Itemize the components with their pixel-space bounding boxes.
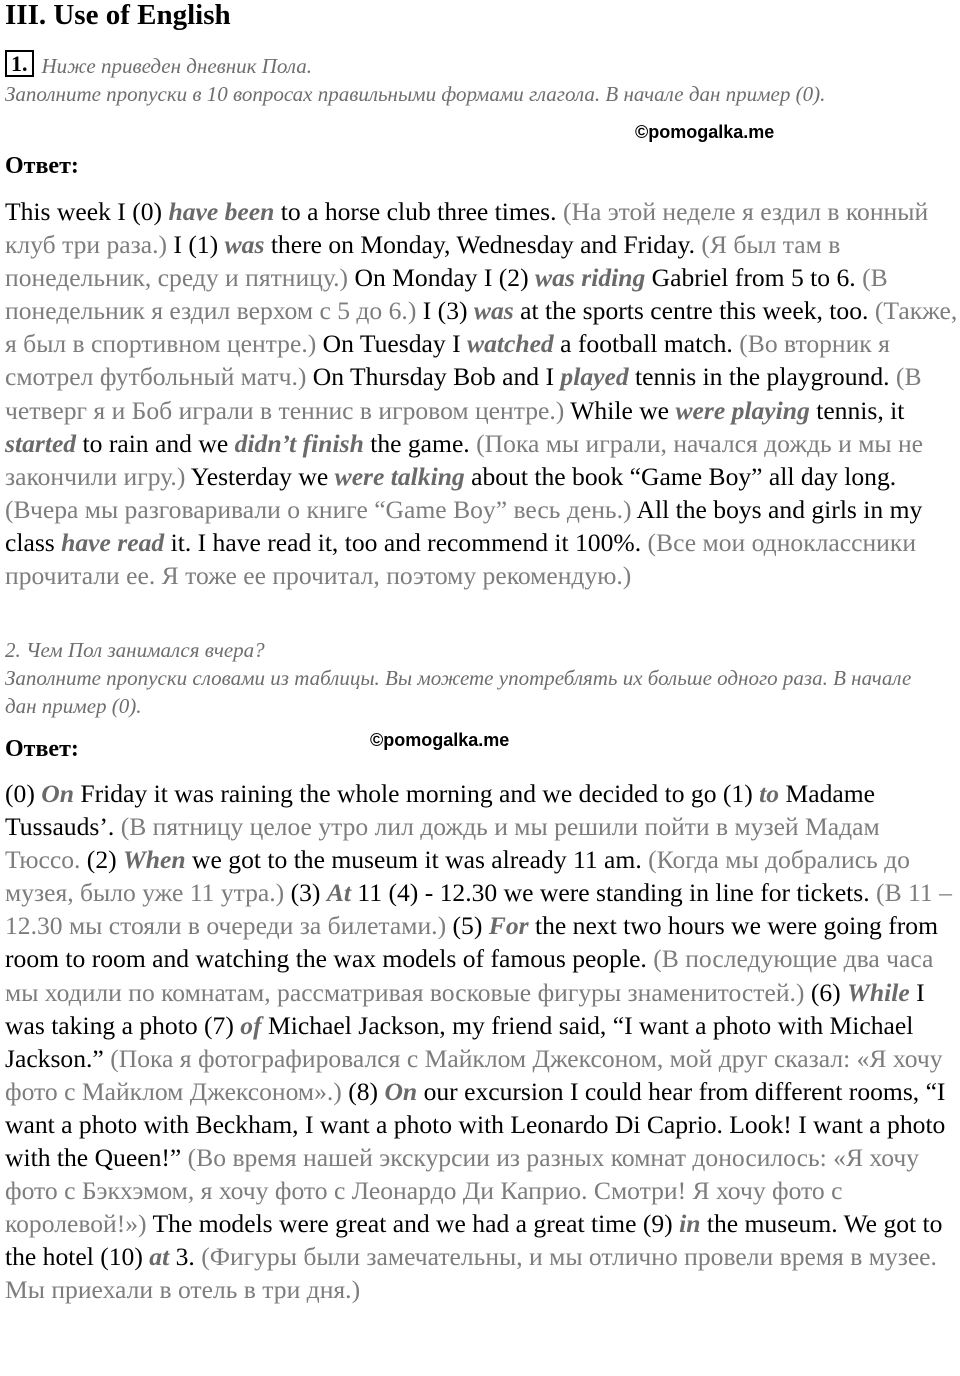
english-text: the next two hours we were going from room to room and watching the wax models of famous people. xyxy=(5,911,938,974)
section-title: III. Use of English xyxy=(5,0,231,31)
answer-label-2: Ответ: xyxy=(5,736,79,762)
answer-word: was xyxy=(473,296,514,326)
answer-word: played xyxy=(560,362,629,392)
english-text: about the book “Game Boy” all day long. xyxy=(464,461,897,491)
task2-line2: Заполните пропуски словами из таблицы. Вы можете употреблять их больше одного раза. В начале дан пример (0). xyxy=(5,666,912,718)
translation-text: (Когда мы добрались до музея, было уже 11 утра.) xyxy=(5,845,910,908)
english-text: This week I (0) xyxy=(5,197,169,226)
watermark-2: ©pomogalka.me xyxy=(370,730,510,750)
task2-instructions xyxy=(5,636,935,720)
english-text: On Tuesday I xyxy=(316,329,467,359)
answer-word: at xyxy=(149,1242,170,1272)
answer-word: On xyxy=(41,779,74,808)
answer-word: On xyxy=(384,1076,418,1106)
translation-text: (На этой неделе я ездил в конный клуб три раза.) xyxy=(5,197,929,260)
task1-line1: Ниже приведен дневник Пола. xyxy=(41,54,313,78)
answer-word: At xyxy=(326,878,352,908)
english-text: I was taking a photo (7) xyxy=(5,977,925,1040)
english-text: While we xyxy=(564,395,676,425)
translation-text: (Пока я фотографировался с Майклом Джексоном, мой друг сказал: «Я хочу фото с Майклом Джексоном».) xyxy=(5,1043,943,1106)
english-text: Friday it was raining the whole morning and we decided to go (1) xyxy=(73,779,760,808)
english-text: On Monday I (2) xyxy=(348,263,536,293)
answer-word: watched xyxy=(467,329,554,359)
english-text: I (1) xyxy=(167,230,225,260)
translation-text: (Фигуры были замечательны, и мы отлично провели время в музее. Мы приехали в отель в три дня.) xyxy=(5,1242,937,1305)
english-text: Gabriel from 5 to 6. xyxy=(645,263,863,293)
answer-label-1: Ответ: xyxy=(5,153,79,179)
english-text: it. I have read it, too and recommend it 100%. xyxy=(164,527,648,557)
translation-text: (В 11 – 12.30 мы стояли в очереди за билетами.) xyxy=(5,878,952,941)
translation-text: (В понедельник я ездил верхом с 5 до 6.) xyxy=(5,263,888,326)
english-text: the game. xyxy=(363,428,477,458)
english-text: the museum. We got to the hotel (10) xyxy=(5,1209,943,1272)
answer-word: While xyxy=(847,977,910,1007)
task1-line2: Заполните пропуски в 10 вопросах правильными формами глагола. В начале дан пример (0). xyxy=(5,82,826,106)
translation-text: (В пятницу целое утро лил дождь и мы решили пойти в музей Мадам Тюссо. xyxy=(5,812,880,875)
answer-word: in xyxy=(679,1209,701,1239)
english-text: a football match. xyxy=(553,329,740,359)
english-text: (5) xyxy=(446,911,489,941)
translation-text: (Также, я был в спортивном центре.) xyxy=(5,296,958,359)
translation-text: (Все мои одноклассники прочитали ее. Я тоже ее прочитал, поэтому рекомендую.) xyxy=(5,527,917,591)
answer-word: of xyxy=(240,1010,262,1040)
english-text: our excursion I could hear from different rooms, “I want a photo with Beckham, I want a photo with Leonardo Di Caprio. Look! I want a photo with the Queen!” xyxy=(5,1076,946,1173)
english-text: at the sports centre this week, too. xyxy=(513,296,875,326)
english-text: to rain and we xyxy=(76,428,235,458)
english-text: to a horse club three times. xyxy=(274,197,563,226)
answer-word: started xyxy=(5,428,77,458)
task2-line1: 2. Чем Пол занимался вчера? xyxy=(5,638,265,662)
answer-word: to xyxy=(759,779,780,808)
answer-word: For xyxy=(488,911,529,941)
english-text: (8) xyxy=(341,1076,385,1106)
translation-text: (Вчера мы разговаривали о книге “Game Boy” весь день.) xyxy=(5,494,632,524)
english-text: we got to the museum it was already 11 am. xyxy=(185,845,649,875)
watermark-1: ©pomogalka.me xyxy=(635,122,775,142)
task1-instructions xyxy=(5,50,935,108)
translation-text: (Пока мы играли, начался дождь и мы не закончили игру.) xyxy=(5,428,924,491)
translation-text: (Я был там в понедельник, среду и пятницу.) xyxy=(5,230,841,293)
english-text: Yesterday we xyxy=(185,461,335,491)
english-text: 11 (4) - 12.30 we were standing in line for tickets. xyxy=(351,878,877,908)
answer-word: have been xyxy=(168,197,275,226)
answer-text-2 xyxy=(5,777,960,1307)
english-text: The models were great and we had a great time (9) xyxy=(146,1209,680,1239)
english-text: tennis in the playground. xyxy=(628,362,896,392)
english-text: (6) xyxy=(804,977,848,1007)
english-text: (3) xyxy=(284,878,327,908)
answer-word: have read xyxy=(61,527,165,557)
answer-word: were playing xyxy=(675,395,810,425)
english-text: Madame Tussauds’. xyxy=(5,779,876,842)
english-text: I (3) xyxy=(416,296,474,326)
answer-word: were talking xyxy=(334,461,465,491)
translation-text: (В последующие два часа мы ходили по комнатам, рассматривая восковые фигуры знаменитостей.) xyxy=(5,944,934,1007)
translation-text: (Во время нашей экскурсии из разных комнат доносилось: «Я хочу фото с Бэкхэмом, я хочу фото с Леонардо Ди Каприо. Смотри! Я хочу фото с королевой!») xyxy=(5,1143,920,1239)
english-text: (2) xyxy=(80,845,124,875)
answer-word: didn’t finish xyxy=(234,428,364,458)
answer-text-1 xyxy=(5,195,960,592)
answer-word: was xyxy=(224,230,265,260)
translation-text: (Во вторник я смотрел футбольный матч.) xyxy=(5,329,890,392)
english-text: On Thursday Bob and I xyxy=(306,362,561,392)
english-text: All the boys and girls in my class xyxy=(5,494,923,557)
english-text: (0) xyxy=(5,779,42,808)
answer-word: was riding xyxy=(535,263,646,293)
task1-number: 1. xyxy=(5,50,34,77)
english-text: 3. xyxy=(169,1242,202,1272)
translation-text: (В четверг я и Боб играли в теннис в игровом центре.) xyxy=(5,362,922,425)
english-text: there on Monday, Wednesday and Friday. xyxy=(264,230,702,260)
answer-word: When xyxy=(123,845,186,875)
english-text: tennis, it xyxy=(809,395,905,425)
english-text: Michael Jackson, my friend said, “I want a photo with Michael Jackson.” xyxy=(5,1010,914,1073)
